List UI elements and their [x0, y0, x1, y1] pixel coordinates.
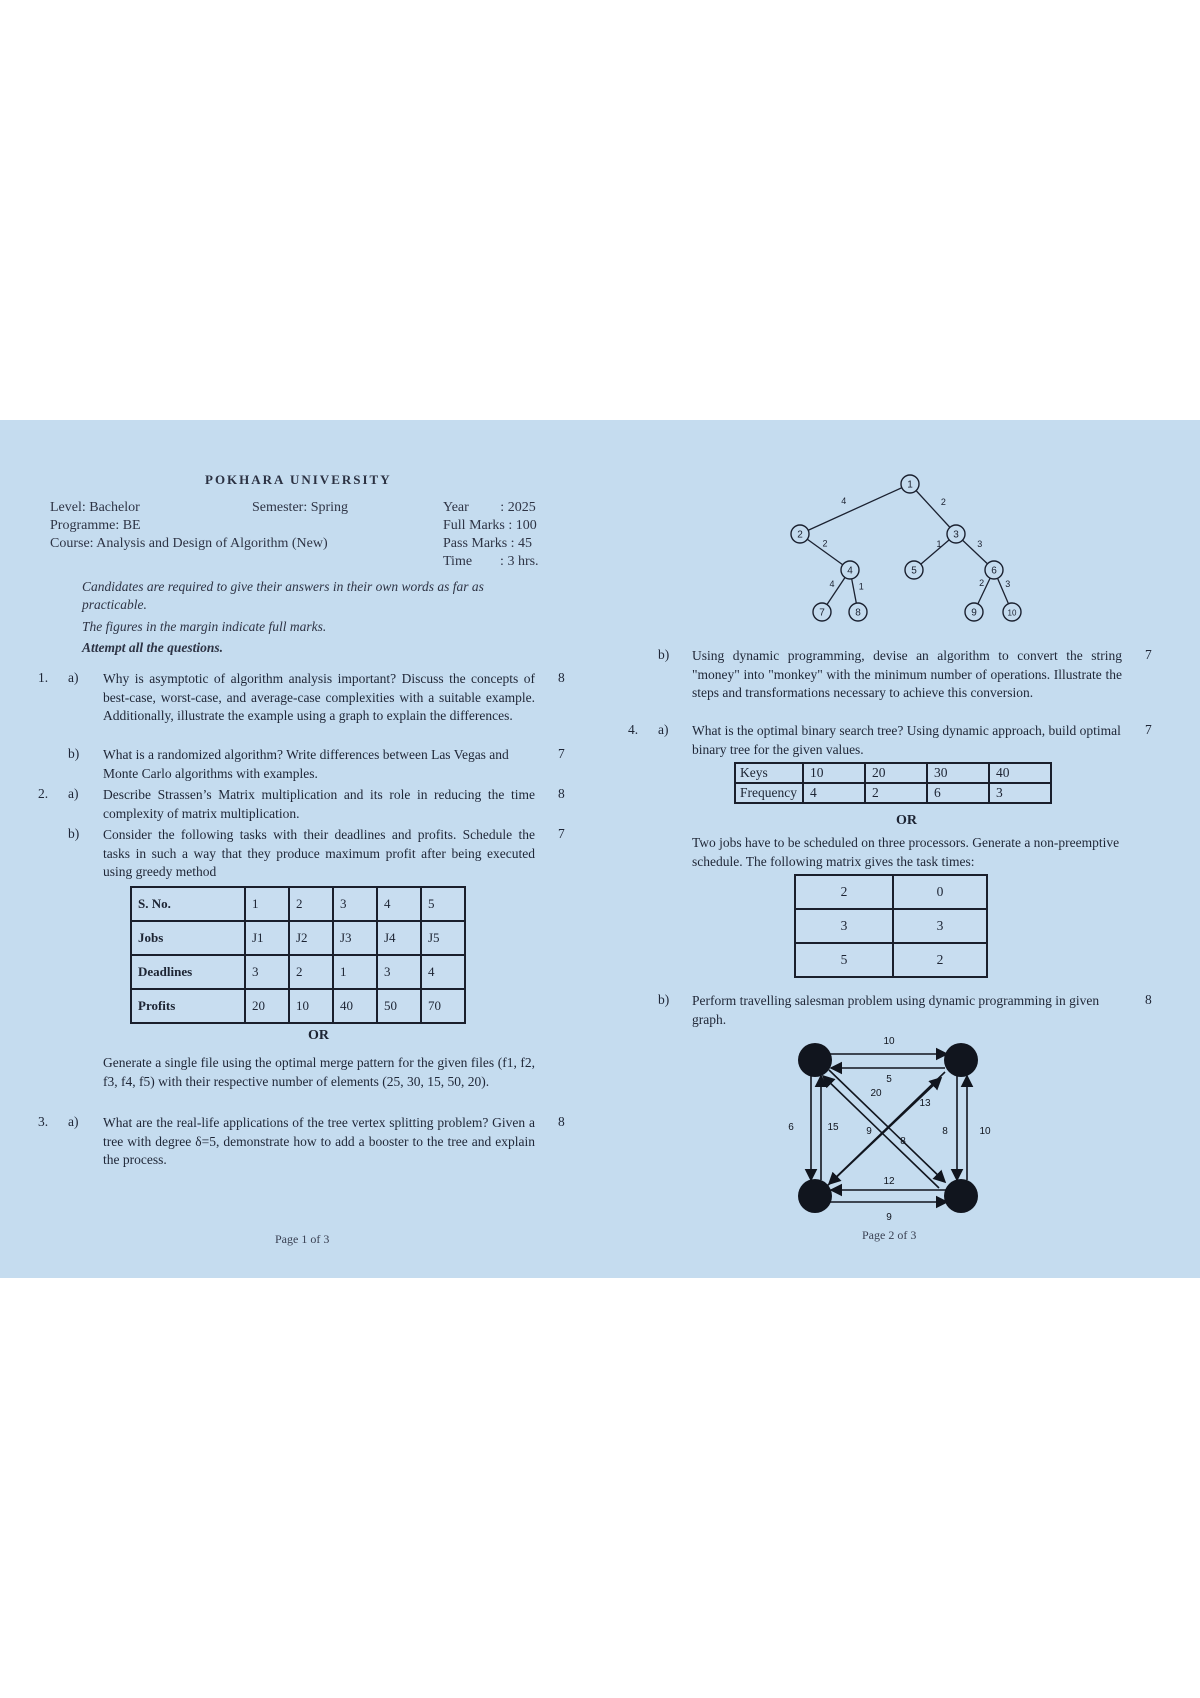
table-cell: J5	[421, 921, 465, 955]
edge-weight: 2	[822, 538, 828, 549]
obst-table	[734, 762, 1052, 804]
table-row	[795, 875, 987, 909]
table-cell: 4	[377, 887, 421, 921]
q1b-marks: 7	[558, 746, 565, 761]
table-row	[795, 943, 987, 977]
tree-node-label: 8	[855, 607, 861, 619]
row-header: Jobs	[131, 921, 245, 955]
programme: Programme: BE	[50, 518, 141, 533]
edge-weight: 3	[1005, 579, 1011, 589]
table-cell: 3	[245, 955, 289, 989]
table-cell: 3	[333, 887, 377, 921]
edge-weight: 20	[870, 1088, 882, 1099]
edge-weight: 1	[858, 581, 864, 592]
table-cell: 10	[803, 763, 865, 783]
edge-weight: 9	[866, 1126, 872, 1137]
table-row	[131, 989, 465, 1023]
table-row	[795, 909, 987, 943]
q3a-marks: 8	[558, 1114, 565, 1129]
q2a-label: a)	[68, 786, 79, 801]
table-cell: 5	[795, 943, 893, 977]
row-header: Keys	[735, 763, 803, 783]
q2-number: 2.	[38, 786, 49, 801]
edge-weight: 12	[883, 1176, 895, 1187]
q2b-label: b)	[68, 826, 80, 841]
table-cell: 1	[245, 887, 289, 921]
table-cell: J2	[289, 921, 333, 955]
table-cell: 5	[421, 887, 465, 921]
edge-weight: 1	[936, 539, 942, 550]
table-cell: 4	[803, 783, 865, 803]
graph-edge	[829, 1070, 945, 1182]
time: Time : 3 hrs.	[443, 554, 539, 569]
q3b-text: Using dynamic programming, devise an algorithm to convert the string "money" into "monkey" with the minimum number of operations. Illustrate the steps and transformations necessary to achieve this conversion.	[692, 648, 1122, 700]
year: Year : 2025	[443, 500, 536, 515]
table-cell: 6	[927, 783, 989, 803]
exam-sheet	[0, 420, 1200, 1278]
q4a-label: a)	[658, 722, 669, 737]
row-header: Profits	[131, 989, 245, 1023]
course: Course: Analysis and Design of Algorithm (New)	[50, 536, 328, 551]
graph-vertex	[798, 1179, 832, 1213]
instruction-marks: The figures in the margin indicate full marks.	[82, 619, 327, 634]
table-cell: J4	[377, 921, 421, 955]
edge-weight: 8	[942, 1126, 948, 1137]
row-header: Frequency	[735, 783, 803, 803]
edge-weight: 6	[788, 1122, 794, 1133]
tree-edge	[910, 484, 956, 534]
edge-weight: 13	[919, 1098, 931, 1109]
row-header: Deadlines	[131, 955, 245, 989]
tree-node-label: 3	[953, 529, 959, 541]
q4b-text: Perform travelling salesman problem using dynamic programming in given graph.	[692, 993, 1100, 1027]
q2b-marks: 7	[558, 826, 565, 841]
edge-weight: 10	[979, 1126, 991, 1137]
q2b-text: Consider the following tasks with their deadlines and profits. Schedule the tasks in such a way that they produce maximum profit after being executed using greedy method	[103, 827, 535, 879]
q1a-text: Why is asymptotic of algorithm analysis important? Discuss the concepts of best-case, worst-case, and average-case complexities with a suitable example. Additionally, illustrate the example using a graph to explain the differences.	[103, 671, 535, 723]
table-row	[735, 783, 1051, 803]
table-cell: 20	[865, 763, 927, 783]
level: Level: Bachelor	[50, 500, 140, 515]
table-row	[131, 955, 465, 989]
tree-node-label: 7	[819, 607, 825, 619]
table-cell: 2	[289, 887, 333, 921]
edge-weight: 3	[977, 539, 983, 550]
full-marks: Full Marks : 100	[443, 518, 537, 533]
instruction-attempt: Attempt all the questions.	[82, 640, 224, 655]
tree-node-label: 6	[991, 565, 997, 577]
edge-weight: 10	[883, 1036, 895, 1047]
q1a-marks: 8	[558, 670, 565, 685]
tree-node-label: 1	[907, 479, 913, 491]
table-cell: 20	[245, 989, 289, 1023]
table-cell: 2	[795, 875, 893, 909]
q3b-label: b)	[658, 647, 670, 662]
task-time-matrix	[794, 874, 988, 978]
table-cell: 3	[989, 783, 1051, 803]
university-title: POKHARA UNIVERSITY	[205, 472, 392, 487]
page-one	[0, 420, 600, 1278]
tsp-graph	[785, 1030, 1015, 1230]
page-number: Page 1 of 3	[275, 1232, 330, 1246]
table-cell: 3	[795, 909, 893, 943]
q2a-marks: 8	[558, 786, 565, 801]
tree-node-label: 9	[971, 607, 977, 619]
q4-number: 4.	[628, 722, 639, 737]
table-cell: 40	[989, 763, 1051, 783]
table-row	[735, 763, 1051, 783]
q4b-marks: 8	[1145, 992, 1152, 1007]
table-cell: 3	[377, 955, 421, 989]
row-header: S. No.	[131, 887, 245, 921]
graph-vertex	[798, 1043, 832, 1077]
q3-number: 3.	[38, 1114, 49, 1129]
table-cell: 50	[377, 989, 421, 1023]
edge-weight: 4	[829, 579, 835, 589]
q4a-text: What is the optimal binary search tree? Using dynamic approach, build optimal binary tree for the given values.	[692, 723, 1121, 757]
graph-vertex	[944, 1179, 978, 1213]
edge-weight: 8	[900, 1136, 906, 1147]
page-two	[600, 420, 1200, 1278]
table-cell: 30	[927, 763, 989, 783]
q2a-text: Describe Strassen’s Matrix multiplication and its role in reducing the time complexity of matrix multiplication.	[103, 787, 535, 821]
tree-node-label: 2	[797, 529, 803, 541]
table-cell: J1	[245, 921, 289, 955]
table-cell: 4	[421, 955, 465, 989]
q4b-label: b)	[658, 992, 670, 1007]
table-cell: 0	[893, 875, 987, 909]
tree-edge	[800, 484, 910, 534]
edge-weight: 2	[940, 497, 946, 507]
q3b-marks: 7	[1145, 647, 1152, 662]
edge-weight: 15	[827, 1122, 839, 1133]
edge-weight: 4	[841, 496, 847, 507]
tree-node-label: 4	[847, 565, 853, 577]
q3a-label: a)	[68, 1114, 79, 1129]
page-number: Page 2 of 3	[862, 1228, 917, 1242]
instruction-answers: Candidates are required to give their answers in their own words as far as practicable.	[82, 579, 484, 612]
or-divider: OR	[896, 813, 917, 828]
table-row	[131, 921, 465, 955]
table-row	[131, 887, 465, 921]
job-sequencing-table	[130, 886, 466, 1024]
table-cell: 2	[289, 955, 333, 989]
q4-alt-text: Two jobs have to be scheduled on three processors. Generate a non-preemptive schedule. The following matrix gives the task times:	[692, 835, 1120, 869]
table-cell: 2	[865, 783, 927, 803]
q4a-marks: 7	[1145, 722, 1152, 737]
q2-alt-text: Generate a single file using the optimal merge pattern for the given files (f1, f2, f3, f4, f5) with their respective number of elements (25, 30, 15, 50, 20).	[103, 1055, 535, 1089]
table-cell: 10	[289, 989, 333, 1023]
graph-vertex	[944, 1043, 978, 1077]
table-cell: 1	[333, 955, 377, 989]
table-cell: J3	[333, 921, 377, 955]
table-cell: 2	[893, 943, 987, 977]
tree-node-label: 10	[1007, 608, 1017, 618]
q1b-label: b)	[68, 746, 80, 761]
q3a-text: What are the real-life applications of the tree vertex splitting problem? Given a tree with degree δ=5, demonstrate how to add a booster to the tree and explain the process.	[103, 1115, 535, 1167]
or-divider: OR	[308, 1028, 329, 1043]
table-cell: 40	[333, 989, 377, 1023]
tree-diagram	[790, 470, 1050, 640]
edge-weight: 9	[886, 1212, 892, 1223]
q1-number: 1.	[38, 670, 49, 685]
table-cell: 3	[893, 909, 987, 943]
q1a-label: a)	[68, 670, 79, 685]
q1b-text: What is a randomized algorithm? Write differences between Las Vegas and Monte Carlo algorithms with examples.	[103, 747, 509, 781]
table-cell: 70	[421, 989, 465, 1023]
tree-node-label: 5	[911, 565, 917, 577]
semester: Semester: Spring	[252, 500, 349, 515]
edge-weight: 5	[886, 1074, 892, 1085]
edge-weight: 2	[979, 578, 985, 589]
pass-marks: Pass Marks : 45	[443, 536, 533, 551]
